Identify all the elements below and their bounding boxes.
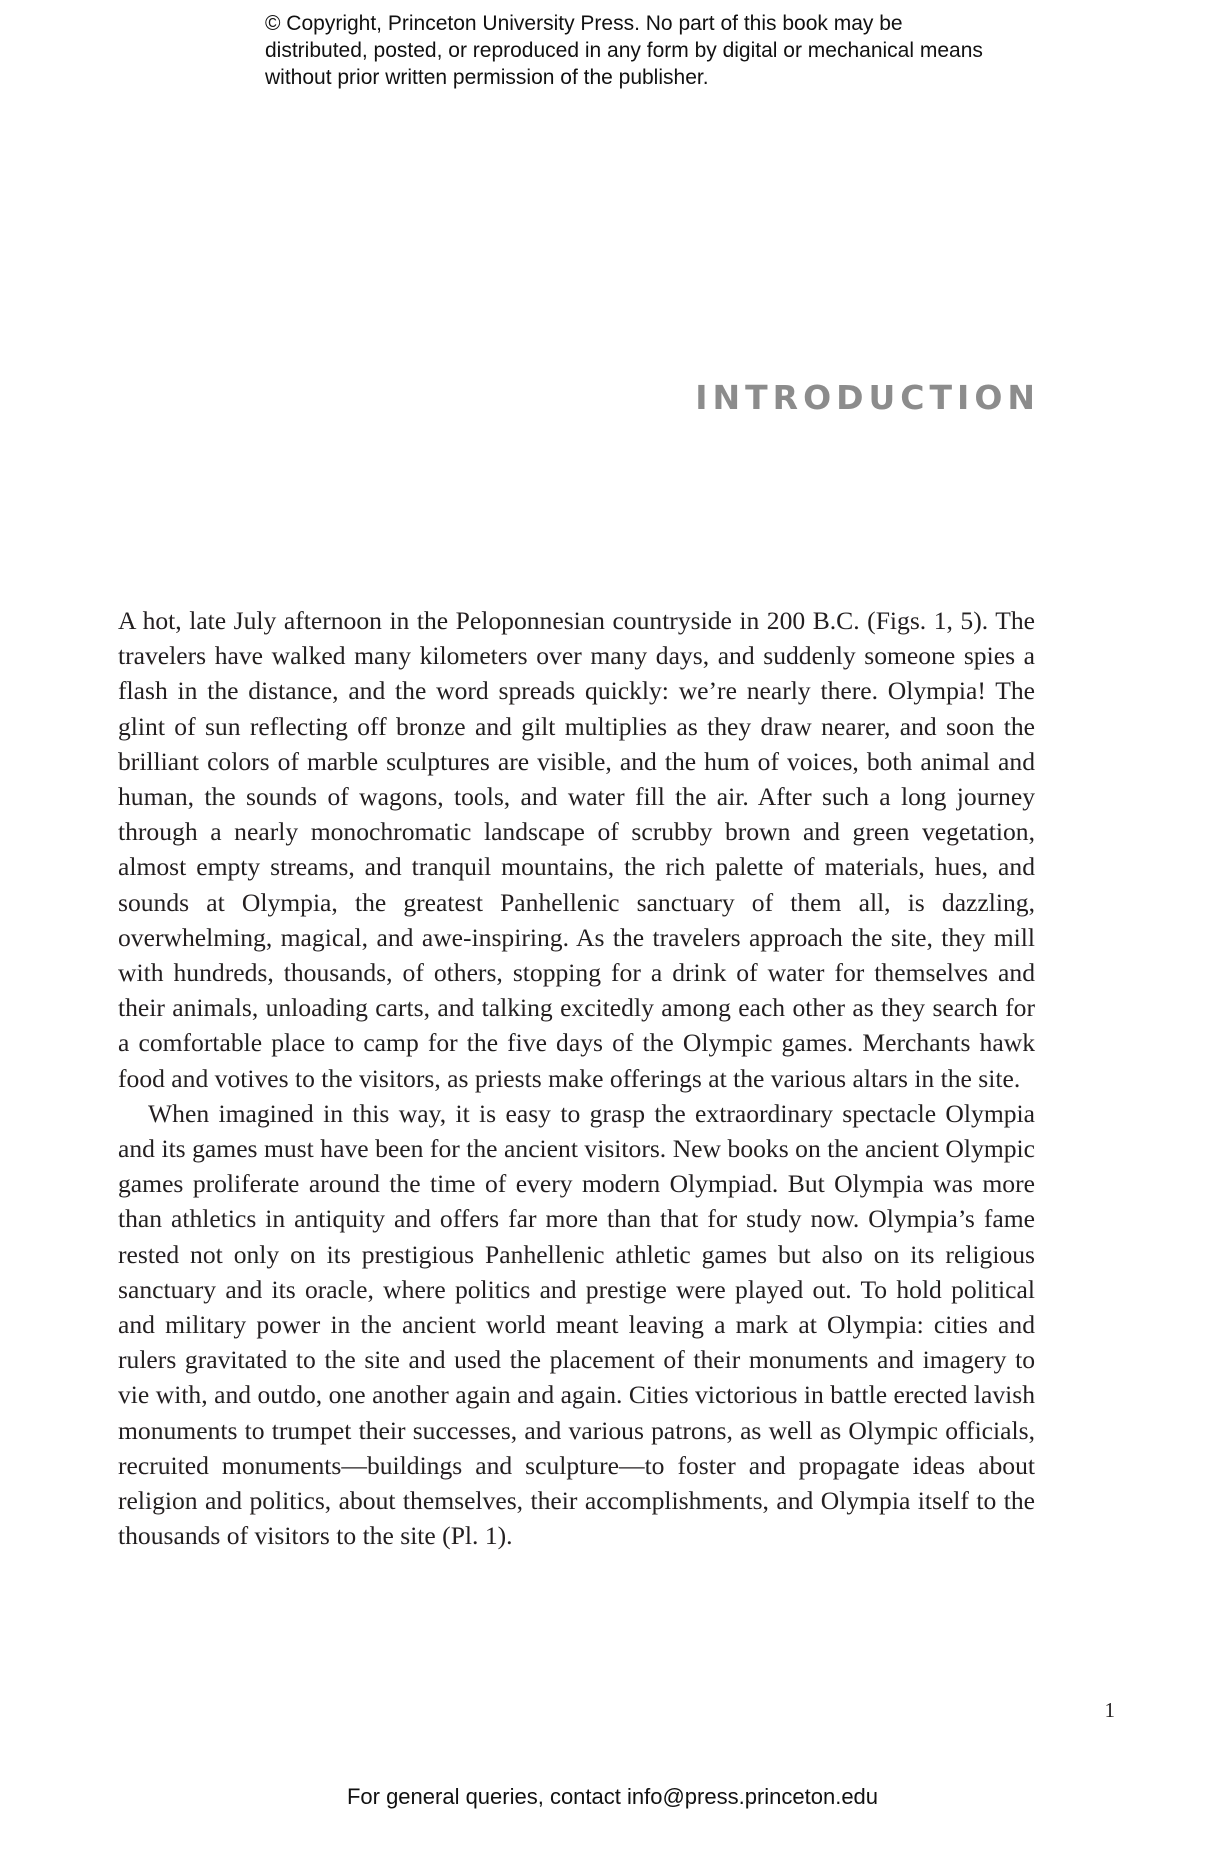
paragraph-1: A hot, late July afternoon in the Peloponnesian countryside in 200 B.C. (Figs. 1, 5). The travelers have walked many kilometers over many days, and suddenly someone spies a flash in the distance, and the word spreads quickly: we’re nearly there. Olympia! The glint of sun reflecting off bronze and gilt multiplies as they draw nearer, and soon the brilliant colors of marble sculptures are visible, and the hum of voices, both animal and human, the sounds of wagons, tools, and water fill the air. After such a long journey through a nearly monochromatic landscape of scrubby brown and green vegetation, almost empty streams, and tranquil mountains, the rich palette of materials, hues, and sounds at Olympia, the greatest Panhellenic sanctuary of them all, is dazzling, overwhelming, magical, and awe-inspiring. As the travelers approach the site, they mill with hundreds, thousands, of others, stopping for a drink of water for themselves and their animals, unloading carts, and talking excitedly among each other as they search for a comfortable place to camp for the five days of the Olympic games. Merchants hawk food and votives to the visitors, as priests make offerings at the various altars in the site.: [118, 606, 1035, 1093]
body-text: [118, 603, 1035, 1553]
paragraph-2: When imagined in this way, it is easy to grasp the extraordinary spectacle Olympia and its games must have been for the ancient visitors. New books on the ancient Olympic games proliferate around the time of every modern Olympiad. But Olympia was more than athletics in antiquity and offers far more than that for study now. Olympia’s fame rested not only on its prestigious Panhellenic athletic games but also on its religious sanctuary and its oracle, where politics and prestige were played out. To hold political and military power in the ancient world meant leaving a mark at Olympia: cities and rulers gravitated to the site and used the placement of their monuments and imagery to vie with, and outdo, one another again and again. Cities victorious in battle erected lavish monuments to trumpet their successes, and various patrons, as well as Olympic officials, recruited monuments—buildings and sculpture—to foster and propagate ideas about religion and politics, about themselves, their accomplishments, and Olympia itself to the thousands of visitors to the site (Pl. 1).: [118, 1098, 1035, 1551]
footer-contact: For general queries, contact info@press.princeton.edu: [346, 1784, 879, 1809]
page-number: 1: [1104, 1698, 1115, 1722]
copyright-notice: © Copyright, Princeton University Press. No part of this book may be distributed, posted, or reproduced in any form by digital or mechanical means without prior written permission of the publisher.: [265, 12, 983, 89]
chapter-title: INTRODUCTION: [695, 378, 1040, 417]
